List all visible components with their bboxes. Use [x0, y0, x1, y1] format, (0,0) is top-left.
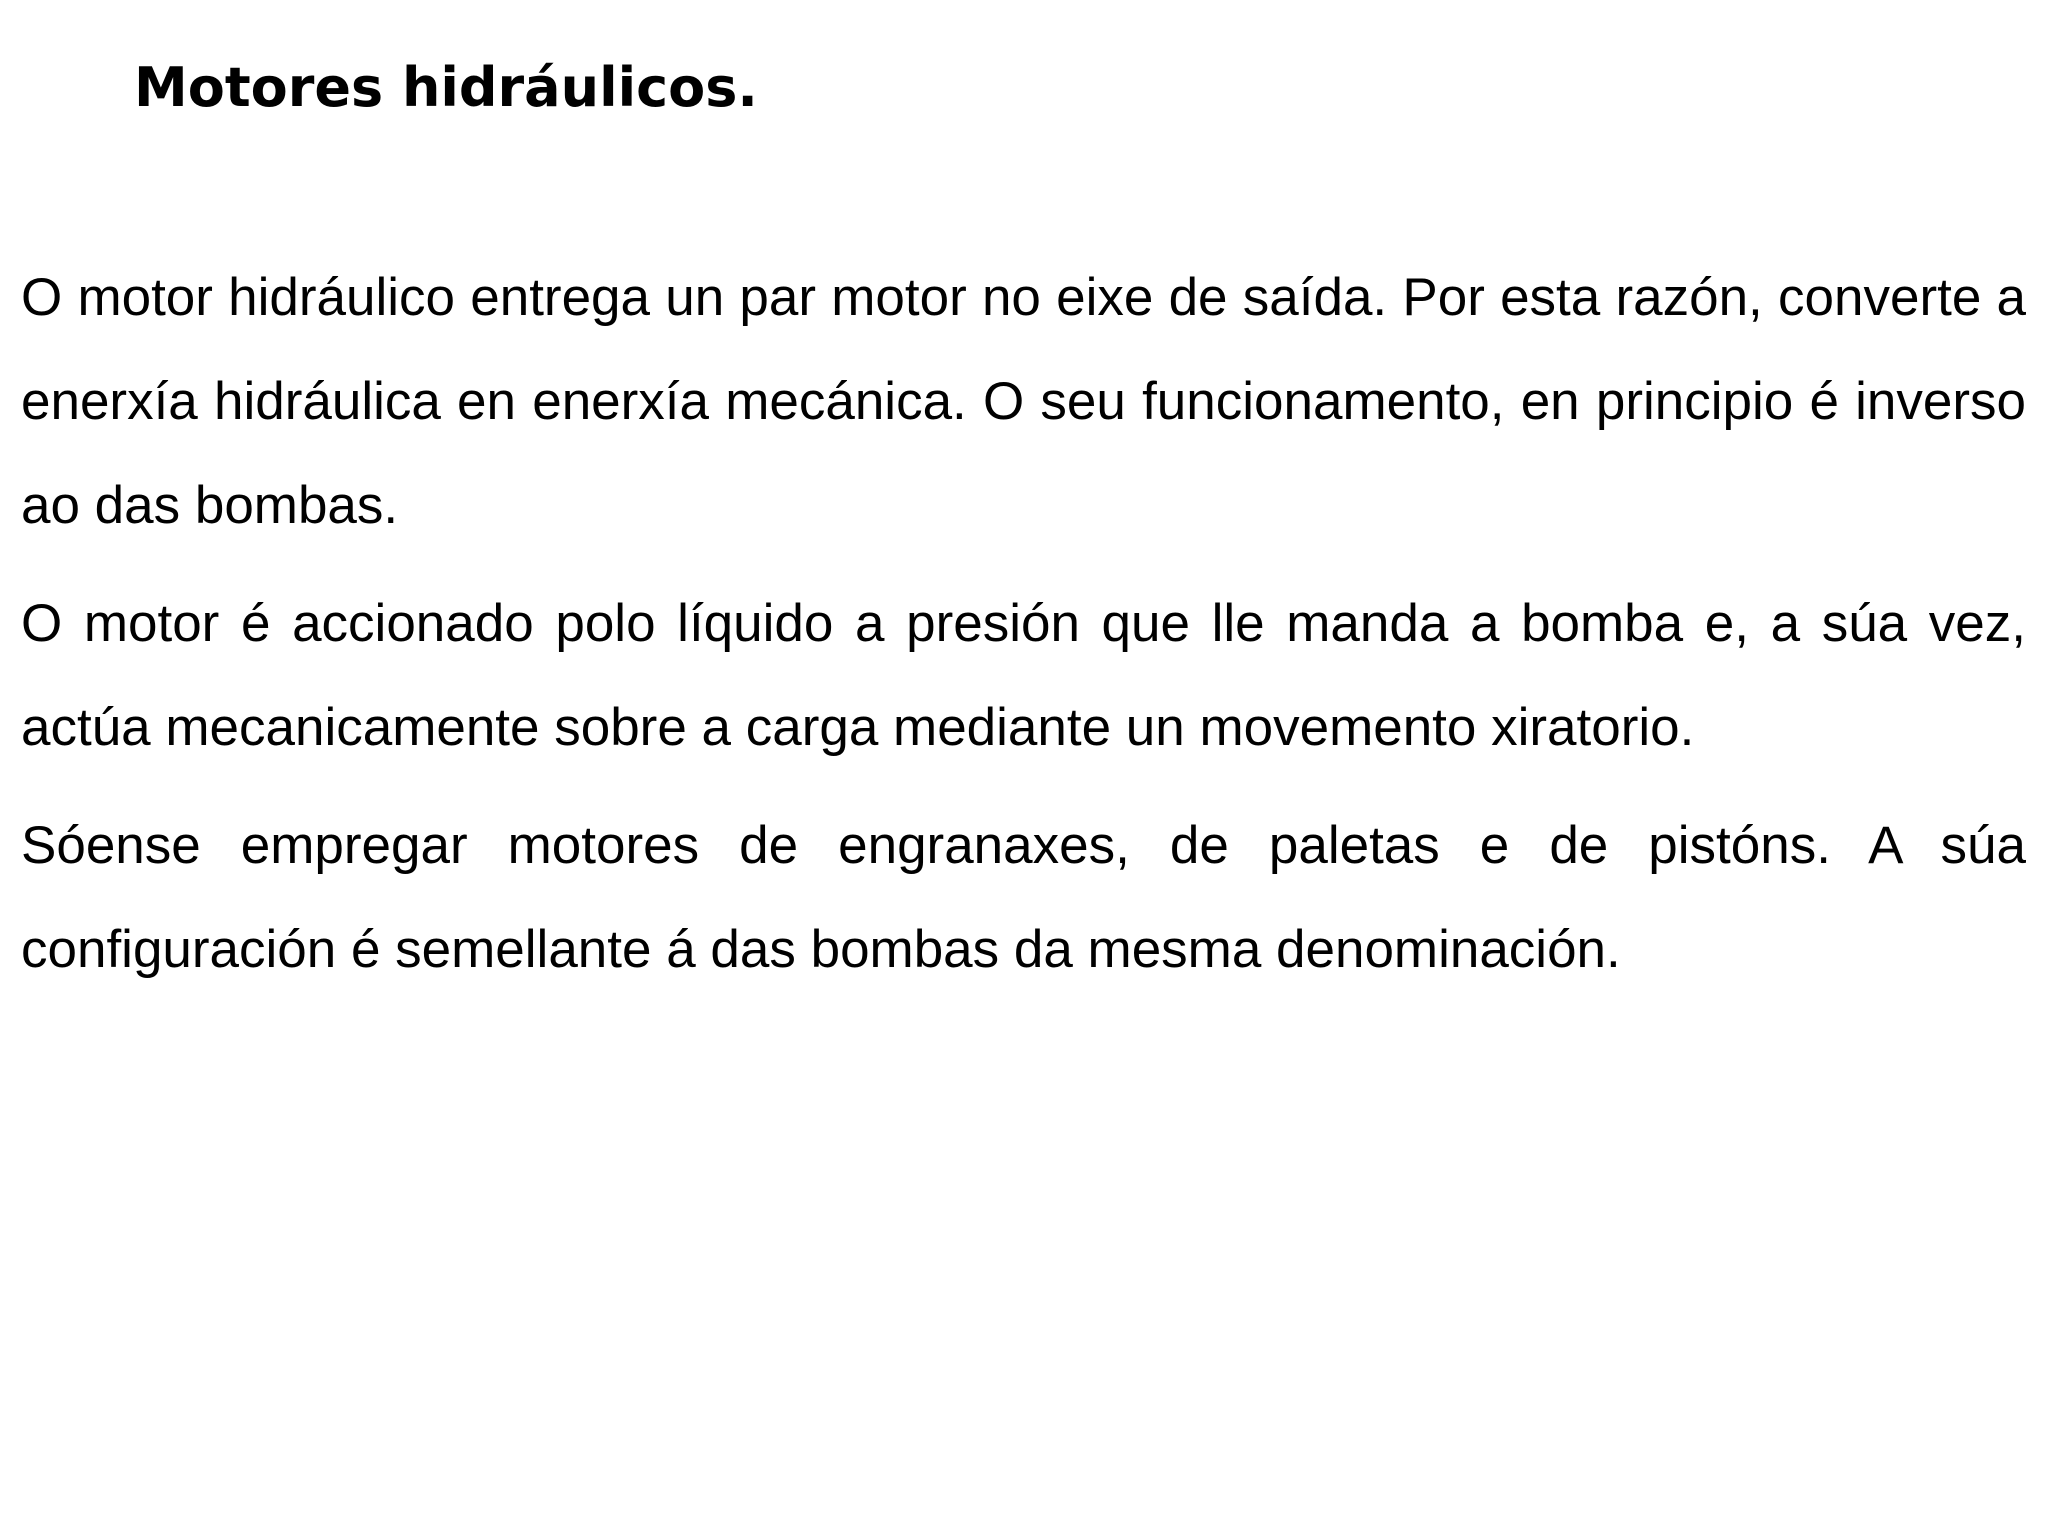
slide-body — [21, 246, 2026, 1016]
slide-title: Motores hidráulicos. — [134, 56, 758, 119]
paragraph-3: Sóense empregar motores de engranaxes, de paletas e de pistóns. A súa configuración é semellante á das bombas da mesma denominación. — [21, 816, 2026, 979]
paragraph-2: O motor é accionado polo líquido a presión que lle manda a bomba e, a súa vez, actúa mecanicamente sobre a carga mediante un movemento xiratorio. — [21, 594, 2026, 757]
paragraph-1: O motor hidráulico entrega un par motor no eixe de saída. Por esta razón, converte a enerxía hidráulica en enerxía mecánica. O seu funcionamento, en principio é inverso ao das bombas. — [21, 268, 2026, 535]
